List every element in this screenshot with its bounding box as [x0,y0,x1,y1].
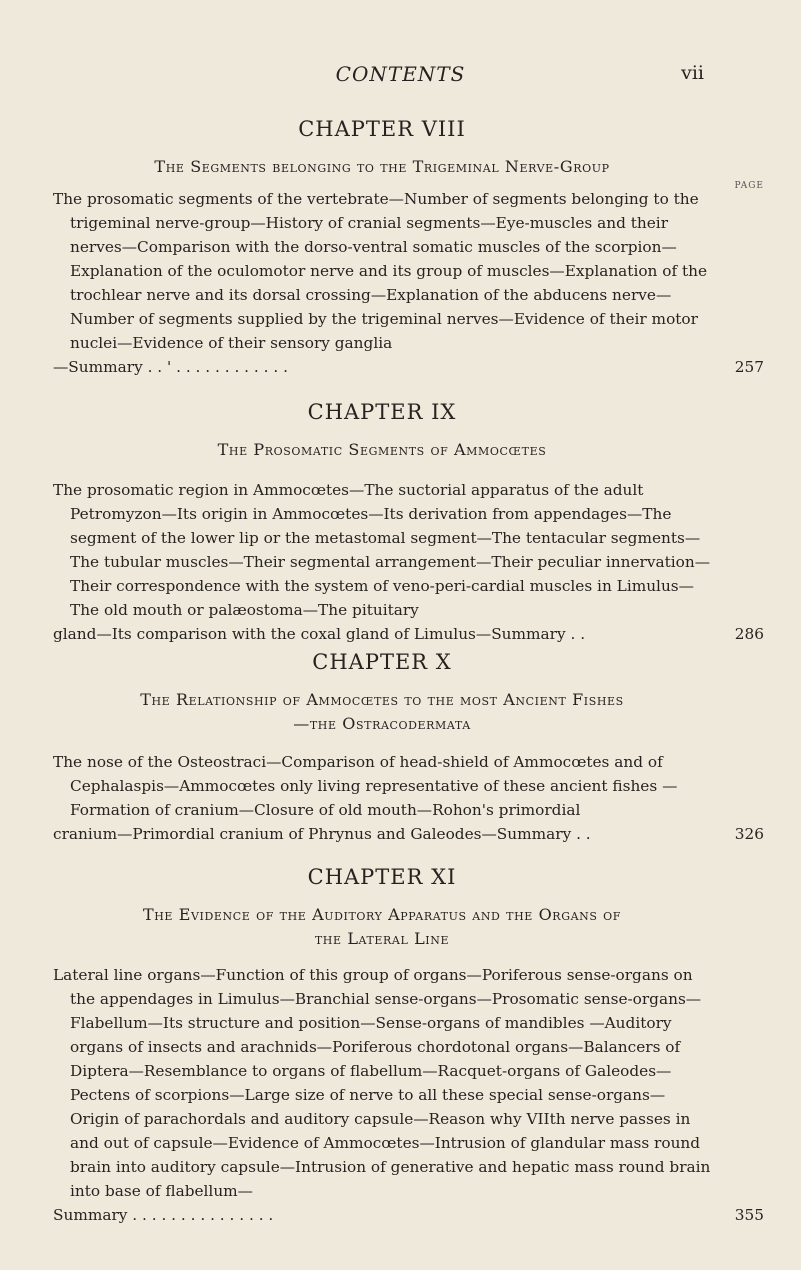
chapter-title-line: The Evidence of the Auditory Apparatus and the Organs of [142,905,622,924]
page-column-label: PAGE [734,181,764,191]
chapter-title: The Segments belonging to the Trigeminal Nerve-Group [154,157,610,176]
summary-last-line [53,355,764,379]
chapter-summary [53,187,764,379]
chapter-page-number: 326 [734,825,764,843]
summary-last-line [53,1203,764,1227]
chapter-title: The Prosomatic Segments of Ammocœtes [217,440,547,459]
chapter-number: CHAPTER X [312,650,452,674]
running-page-number: vii [681,62,704,84]
chapter-entry [53,650,764,846]
chapter-title [53,688,711,736]
chapter-title-line: The Relationship of Ammocœtes to the most Ancient Fishes [140,690,624,709]
summary-last-line-text: —Summary . . ' . . . . . . . . . . . . [53,358,288,376]
chapter-page-number: 257 [734,358,764,376]
chapter-summary-text: The nose of the Osteostraci—Comparison of head-shield of Ammocœtes and of Cephalaspis—Ammocœtes only living representative of these ancient fishes —Formation of cranium—Closure of old mouth—Rohon's primordial [53,753,678,819]
summary-last-line [53,822,764,846]
running-title: CONTENTS [335,62,466,86]
chapter-page-number: 355 [734,1206,764,1224]
summary-last-line-text: cranium—Primordial cranium of Phrynus and Galeodes—Summary . . [53,825,591,843]
chapter-entry [53,865,764,1227]
chapter-number: CHAPTER XI [307,865,457,889]
running-head [0,62,801,86]
chapter-number: CHAPTER VIII [298,117,466,141]
chapter-summary [53,478,764,646]
chapter-summary [53,963,764,1227]
chapter-title [53,903,711,951]
chapter-summary-text: The prosomatic region in Ammocœtes—The suctorial apparatus of the adult Petromyzon—Its origin in Ammocœtes—Its derivation from appendages—The segment of the lower lip or the metastomal segment—The tentacular segments—The tubular muscles—Their segmental arrangement—Their peculiar innervation—Their correspondence with the system of veno-peri-cardial muscles in Limulus—The old mouth or palæostoma—The pituitary [53,481,711,619]
summary-last-line-text: gland—Its comparison with the coxal gland of Limulus—Summary . . [53,625,586,643]
chapter-subtitle-line: the Lateral Line [314,929,450,948]
chapter-page-number: 286 [734,625,764,643]
chapter-summary-text: Lateral line organs—Function of this group of organs—Poriferous sense-organs on the appendages in Limulus—Branchial sense-organs—Prosomatic sense-organs—Flabellum—Its structure and position—Sense-organs of mandibles —Auditory organs of insects and arachnids—Poriferous chordotonal organs—Balancers of Diptera—Resemblance to organs of flabellum—Racquet-organs of Galeodes—Pectens of scorpions—Large size of nerve to all these special sense-organs—Origin of parachordals and auditory capsule—Reason why VIIth nerve passes in and out of capsule—Evidence of Ammocœtes—Intrusion of glandular mass round brain into auditory capsule—Intrusion of generative and hepatic mass round brain into base of flabellum— [53,966,711,1200]
chapter-summary-text: The prosomatic segments of the vertebrate—Number of segments belonging to the trigeminal nerve-group—History of cranial segments—Eye-muscles and their nerves—Comparison with the dorso-ventral somatic muscles of the scorpion—Explanation of the oculomotor nerve and its group of muscles—Explanation of the trochlear nerve and its dorsal crossing—Explanation of the abducens nerve—Number of segments supplied by the trigeminal nerves—Evidence of their motor nuclei—Evidence of their sensory ganglia [53,190,708,352]
summary-last-line-text: Summary . . . . . . . . . . . . . . . [53,1206,274,1224]
summary-last-line [53,622,764,646]
chapter-number: CHAPTER IX [307,400,457,424]
chapter-entry [53,117,764,379]
chapter-summary [53,750,764,846]
chapter-entry [53,400,764,646]
chapter-subtitle-line: —the Ostracodermata [293,714,471,733]
